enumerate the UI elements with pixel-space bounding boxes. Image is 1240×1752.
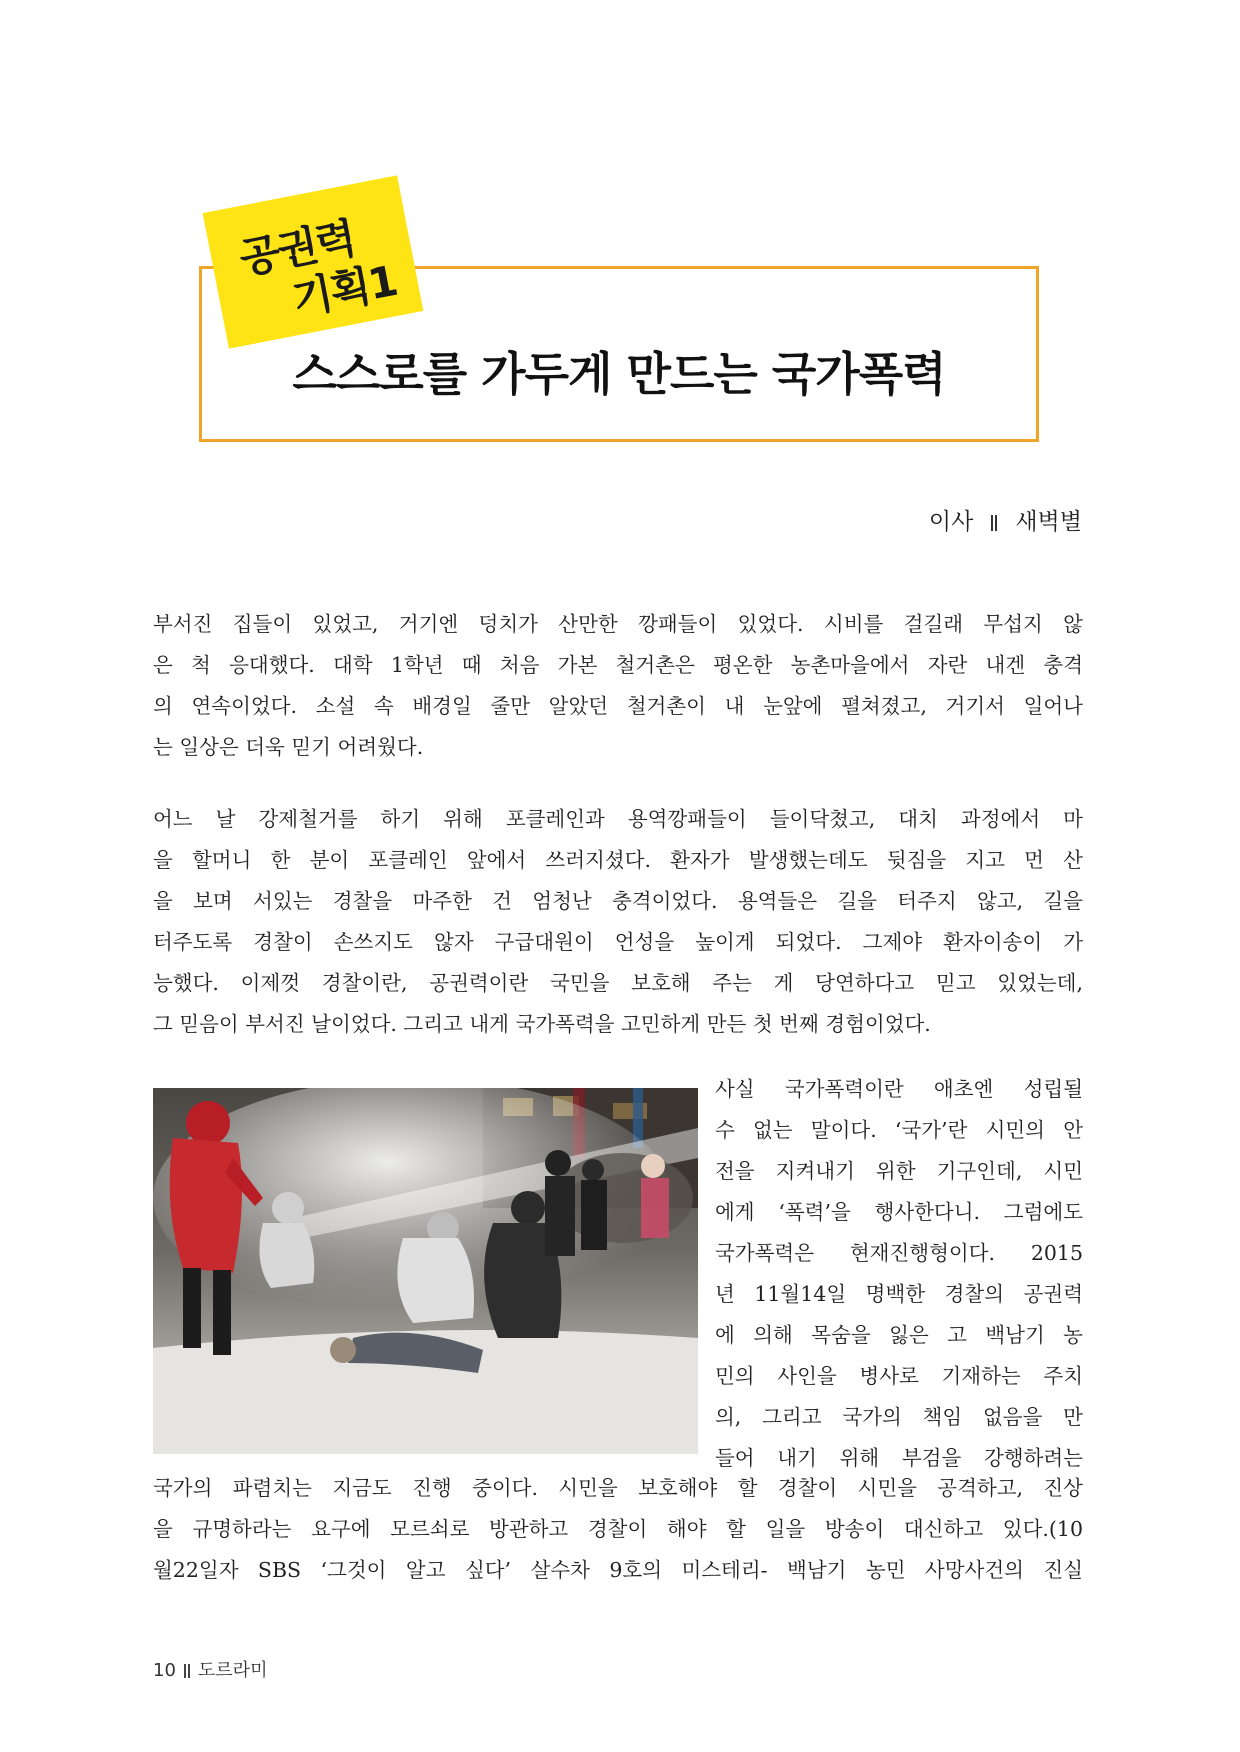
news-photo bbox=[153, 1088, 698, 1454]
author-role: 이사 bbox=[928, 509, 974, 535]
text-line: 을 보며 서있는 경찰을 마주한 건 엄청난 충격이었다. 용역들은 길을 터주지 않고, 길을 bbox=[153, 889, 1083, 913]
text-line: 에 의해 목숨을 잃은 고 백남기 농 bbox=[715, 1323, 1083, 1347]
text-line: 민의 사인을 병사로 기재하는 주치 bbox=[715, 1364, 1083, 1388]
text-line: 의 연속이었다. 소설 속 배경일 줄만 알았던 철거촌이 내 눈앞에 펼쳐졌고, 거기서 일어나 bbox=[153, 694, 1083, 718]
text-line: 부서진 집들이 있었고, 거기엔 덩치가 산만한 깡패들이 있었다. 시비를 걸길래 무섭지 않 bbox=[153, 612, 1083, 636]
text-line: 국가폭력은 현재진행형이다. 2015 bbox=[715, 1241, 1083, 1265]
text-line: 수 없는 말이다. ‘국가’란 시민의 안 bbox=[715, 1118, 1083, 1142]
text-line: 월22일자 SBS ‘그것이 알고 싶다’ 살수차 9호의 미스테리- 백남기 농민 사망사건의 진실 bbox=[153, 1558, 1083, 1582]
byline bbox=[929, 503, 1082, 536]
text-line: 국가의 파렴치는 지금도 진행 중이다. 시민을 보호해야 할 경찰이 시민을 공격하고, 진상 bbox=[153, 1476, 1083, 1500]
text-line: 전을 지켜내기 위한 기구인데, 시민 bbox=[715, 1159, 1083, 1183]
paragraph-1 bbox=[153, 604, 1083, 768]
text-line: 은 척 응대했다. 대학 1학년 때 처음 가본 철거촌은 평온한 농촌마을에서 자란 내겐 충격 bbox=[153, 653, 1083, 677]
text-line: 을 할머니 한 분이 포클레인 앞에서 쓰러지셨다. 환자가 발생했는데도 뒷짐을 지고 먼 산 bbox=[153, 848, 1083, 872]
paragraph-4 bbox=[153, 1468, 1083, 1591]
text-line: 에게 ‘폭력’을 행사한다니. 그럼에도 bbox=[715, 1200, 1083, 1224]
text-line: 들어 내기 위해 부검을 강행하려는 bbox=[715, 1446, 1083, 1470]
byline-separator bbox=[991, 515, 997, 531]
magazine-name: 도르라미 bbox=[197, 1660, 268, 1681]
article-title: 스스로를 가두게 만드는 국가폭력 bbox=[292, 347, 946, 401]
section-tag-line2: 기획1 bbox=[288, 256, 401, 325]
page-footer bbox=[153, 1656, 267, 1682]
paragraph-3 bbox=[715, 1069, 1083, 1479]
text-line: 터주도록 경찰이 손쓰지도 않자 구급대원이 언성을 높이게 되었다. 그제야 환자이송이 가 bbox=[153, 930, 1083, 954]
page-number: 10 bbox=[153, 1660, 176, 1681]
author-name: 새벽별 bbox=[1015, 509, 1082, 535]
footer-separator bbox=[184, 1664, 190, 1678]
text-line: 을 규명하라는 요구에 모르쇠로 방관하고 경찰이 해야 할 일을 방송이 대신하고 있다.(10 bbox=[153, 1517, 1083, 1541]
text-line: 능했다. 이제껏 경찰이란, 공권력이란 국민을 보호해 주는 게 당연하다고 믿고 있었는데, bbox=[153, 971, 1083, 995]
paragraph-2 bbox=[153, 799, 1083, 1045]
text-line: 어느 날 강제철거를 하기 위해 포클레인과 용역깡패들이 들이닥쳤고, 대치 과정에서 마 bbox=[153, 807, 1083, 831]
text-line: 사실 국가폭력이란 애초엔 성립될 bbox=[715, 1077, 1083, 1101]
section-tag-line1: 공권력 bbox=[235, 213, 359, 284]
text-line: 의, 그리고 국가의 책임 없음을 만 bbox=[715, 1405, 1083, 1429]
text-line: 그 믿음이 부서진 날이었다. 그리고 내게 국가폭력을 고민하게 만든 첫 번째 경험이었다. bbox=[153, 1012, 931, 1036]
text-line: 년 11월14일 명백한 경찰의 공권력 bbox=[715, 1282, 1083, 1306]
text-line: 는 일상은 더욱 믿기 어려웠다. bbox=[153, 735, 424, 759]
